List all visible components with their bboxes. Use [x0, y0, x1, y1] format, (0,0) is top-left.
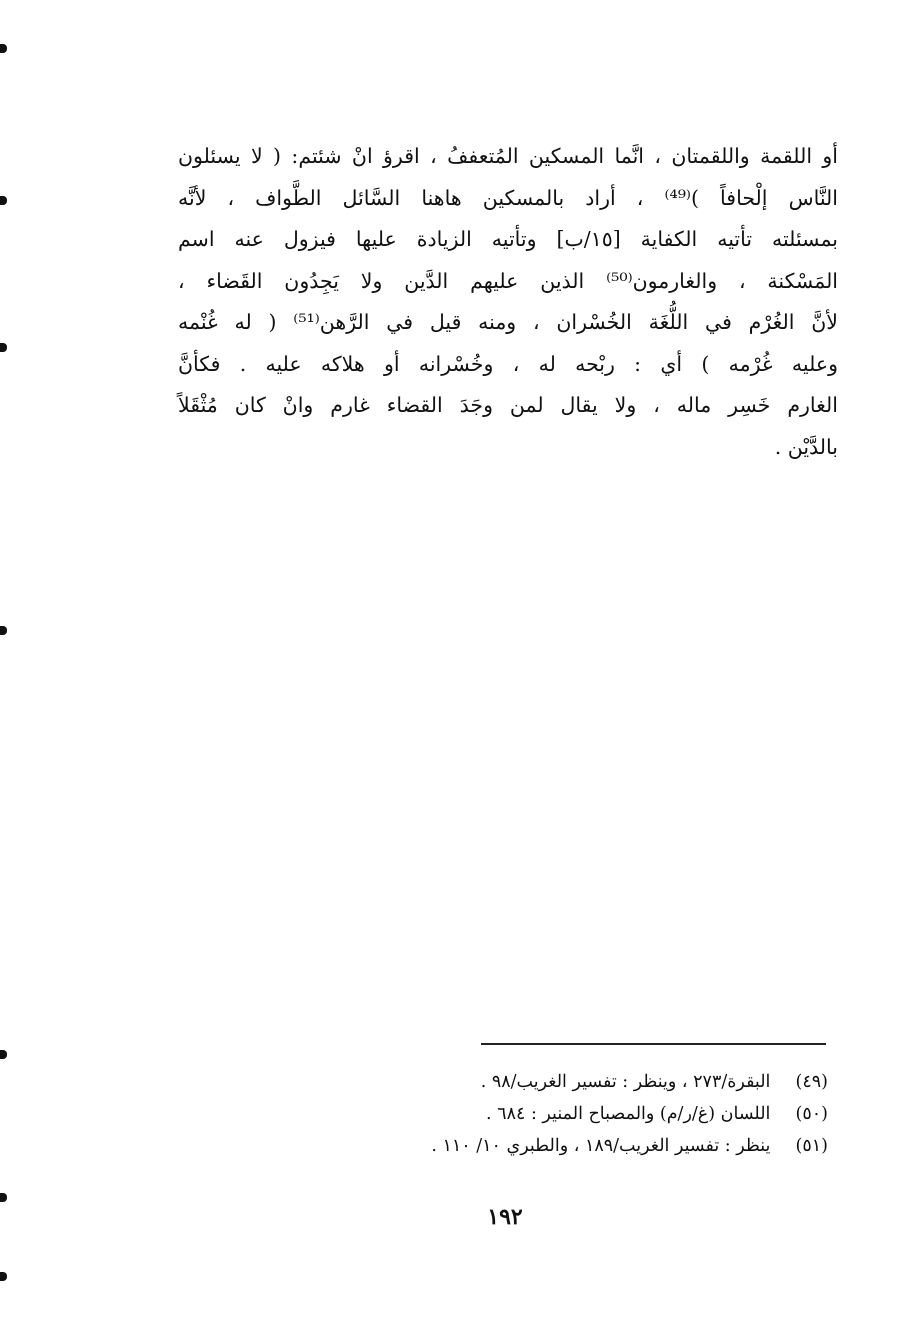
footnote-number: (٤٩): [795, 1072, 828, 1092]
edge-mark: [0, 626, 7, 635]
footnote-number: (٥٠): [795, 1104, 828, 1124]
footnotes: [280, 1066, 828, 1162]
edge-mark: [0, 44, 7, 53]
body-line: الغارم خَسِر ماله ، ولا يقال لمن وجَدَ القضاء غارم وانْ كان مُثْقَلاً: [178, 393, 838, 417]
body-line: النَّاس إلْحافاً )⁽⁴⁹⁾ ، أراد بالمسكين هاهنا السَّائل الطَّواف ، لأنَّه: [178, 185, 838, 210]
edge-mark: [0, 1193, 7, 1202]
edge-mark: [0, 196, 7, 205]
edge-mark: [0, 343, 7, 352]
footnote-item: [280, 1130, 828, 1162]
body-line: بمسئلته تأتيه الكفاية [١٥/ب] وتأتيه الزيادة عليها فيزول عنه اسم: [178, 227, 838, 251]
main-paragraph: [178, 136, 838, 468]
footnote-text: البقرة/٢٧٣ ، وينظر : تفسير الغريب/٩٨ .: [480, 1072, 771, 1092]
footnote-text: اللسان (غ/ر/م) والمصباح المنير : ٦٨٤ .: [486, 1104, 771, 1124]
footnote-item: [280, 1098, 828, 1130]
edge-mark: [0, 1272, 7, 1281]
footnote-number: (٥١): [795, 1136, 828, 1156]
footnote-item: [280, 1066, 828, 1098]
body-line: بالدَّيْن .: [774, 434, 838, 459]
footnote-text: ينظر : تفسير الغريب/١٨٩ ، والطبري ١٠/ ١١٠ .: [431, 1136, 771, 1156]
body-line: لأنَّ الغُرْم في اللُّغَة الخُسْران ، ومنه قيل في الرَّهن⁽⁵¹⁾ ( له غُنْمه: [178, 310, 838, 334]
body-line: وعليه غُرْمه ) أي : ربْحه له ، وخُسْرانه أو هلاكه عليه . فكأنَّ: [178, 351, 838, 376]
footnote-separator: [481, 1043, 826, 1045]
body-line: أو اللقمة واللقمتان ، انَّما المسكين المُتعففُ ، اقرؤ انْ شئتم: ( لا يسئلون: [178, 144, 838, 168]
edge-mark: [0, 1050, 7, 1059]
page-number: ١٩٢: [487, 1204, 523, 1230]
body-line: المَسْكنة ، والغارمون⁽⁵⁰⁾ الذين عليهم الدَّين ولا يَجِدُون القَضاء ،: [178, 268, 839, 293]
